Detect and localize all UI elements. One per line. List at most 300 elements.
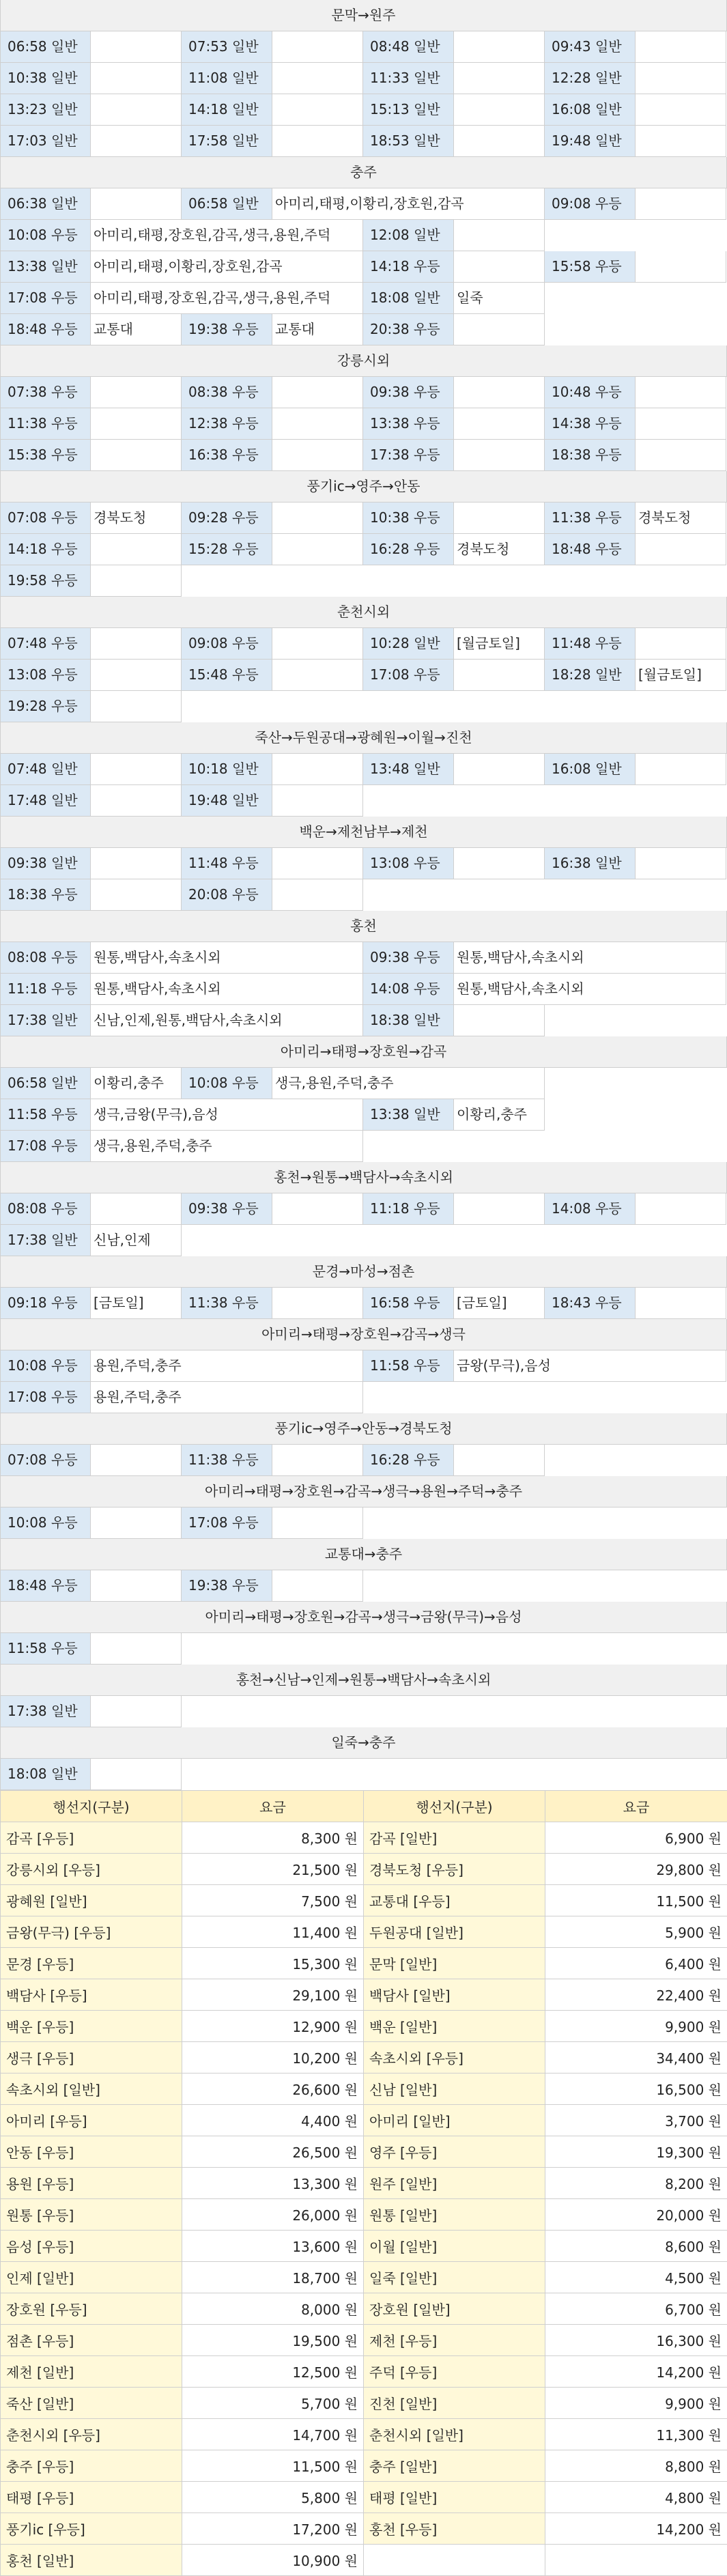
departure-time: 18:48 우등 bbox=[0, 314, 91, 345]
fare-destination: 음성 [우등] bbox=[1, 2231, 182, 2262]
fare-price: 18,700 원 bbox=[182, 2262, 364, 2293]
route-note bbox=[454, 126, 545, 157]
route-title: 문막→원주 bbox=[0, 0, 727, 31]
route-note bbox=[636, 188, 726, 220]
route-note bbox=[91, 408, 182, 440]
route-note bbox=[636, 251, 726, 283]
route-note bbox=[272, 1445, 363, 1476]
route-note: 교통대 bbox=[91, 314, 182, 345]
route-note: 아미리,태평,이황리,장호원,감곡 bbox=[91, 251, 363, 283]
fare-destination: 백운 [일반] bbox=[364, 2011, 545, 2042]
departure-time: 18:08 일반 bbox=[0, 1759, 91, 1790]
departure-time: 16:38 우등 bbox=[182, 440, 272, 471]
fare-price bbox=[545, 2545, 727, 2576]
departure-time: 15:13 일반 bbox=[363, 94, 454, 126]
schedule-row bbox=[0, 220, 727, 251]
departure-time: 08:08 우등 bbox=[0, 942, 91, 974]
fare-destination: 강릉시외 [우등] bbox=[1, 1854, 182, 1885]
route-note bbox=[272, 534, 363, 565]
schedule-row bbox=[0, 1759, 727, 1790]
route-note bbox=[454, 660, 545, 691]
fare-row bbox=[1, 2482, 727, 2513]
departure-time: 17:03 일반 bbox=[0, 126, 91, 157]
route-note bbox=[91, 879, 182, 911]
departure-time: 14:08 우등 bbox=[363, 974, 454, 1005]
fare-destination: 제천 [우등] bbox=[364, 2325, 545, 2356]
fare-destination: 원통 [일반] bbox=[364, 2199, 545, 2231]
route-note bbox=[91, 126, 182, 157]
route-note bbox=[91, 1445, 182, 1476]
schedule-row bbox=[0, 1508, 727, 1539]
schedule-row bbox=[0, 251, 727, 283]
departure-time: 14:18 일반 bbox=[182, 94, 272, 126]
departure-time: 09:08 우등 bbox=[545, 188, 636, 220]
route-note bbox=[91, 31, 182, 63]
departure-time: 17:38 우등 bbox=[363, 440, 454, 471]
fare-price: 3,700 원 bbox=[545, 2105, 727, 2136]
schedule-row bbox=[0, 628, 727, 660]
fare-price: 7,500 원 bbox=[182, 1885, 364, 1916]
route-title: 홍천→신남→인제→원통→백담사→속초시외 bbox=[0, 1665, 727, 1696]
departure-time: 06:58 일반 bbox=[0, 1068, 91, 1099]
fare-price: 14,200 원 bbox=[545, 2356, 727, 2388]
route-title: 춘천시외 bbox=[0, 597, 727, 628]
fare-destination: 백담사 [일반] bbox=[364, 1979, 545, 2011]
schedule-row bbox=[0, 1350, 727, 1382]
departure-time: 18:43 우등 bbox=[545, 1288, 636, 1319]
route-note: 신남,인제,원통,백담사,속초시외 bbox=[91, 1005, 363, 1036]
route-note: 아미리,태평,이황리,장호원,감곡 bbox=[272, 188, 545, 220]
departure-time: 08:48 일반 bbox=[363, 31, 454, 63]
departure-time: 18:48 우등 bbox=[0, 1570, 91, 1602]
route-note bbox=[636, 94, 726, 126]
route-note bbox=[272, 408, 363, 440]
departure-time: 14:08 우등 bbox=[545, 1193, 636, 1225]
departure-time: 20:08 우등 bbox=[182, 879, 272, 911]
fare-destination: 주덕 [우등] bbox=[364, 2356, 545, 2388]
departure-time: 07:08 우등 bbox=[0, 503, 91, 534]
departure-time: 09:38 우등 bbox=[363, 942, 454, 974]
route-note bbox=[272, 628, 363, 660]
fare-price: 22,400 원 bbox=[545, 1979, 727, 2011]
fare-price: 8,300 원 bbox=[182, 1822, 364, 1854]
fare-header: 요금 bbox=[545, 1791, 727, 1822]
route-title: 아미리→태평→장호원→감곡 bbox=[0, 1036, 727, 1068]
route-title: 충주 bbox=[0, 157, 727, 188]
fare-destination: 신남 [일반] bbox=[364, 2073, 545, 2105]
route-note bbox=[636, 408, 726, 440]
schedule-row bbox=[0, 63, 727, 94]
route-note bbox=[272, 126, 363, 157]
departure-time: 17:08 우등 bbox=[182, 1508, 272, 1539]
fare-price: 12,900 원 bbox=[182, 2011, 364, 2042]
fare-destination: 춘천시외 [우등] bbox=[1, 2419, 182, 2450]
fare-row bbox=[1, 2105, 727, 2136]
schedule-row bbox=[0, 1193, 727, 1225]
schedule-row bbox=[0, 408, 727, 440]
departure-time: 10:08 우등 bbox=[182, 1068, 272, 1099]
route-note: 이황리,충주 bbox=[91, 1068, 182, 1099]
departure-time: 18:28 일반 bbox=[545, 660, 636, 691]
departure-time: 18:38 우등 bbox=[0, 879, 91, 911]
route-title: 풍기ic→영주→안동→경북도청 bbox=[0, 1413, 727, 1445]
fare-price: 8,800 원 bbox=[545, 2450, 727, 2482]
fare-destination: 홍천 [우등] bbox=[364, 2513, 545, 2545]
route-note bbox=[272, 1570, 363, 1602]
fare-price: 16,500 원 bbox=[545, 2073, 727, 2105]
fare-price: 12,500 원 bbox=[182, 2356, 364, 2388]
departure-time: 09:08 우등 bbox=[182, 628, 272, 660]
departure-time: 18:38 일반 bbox=[363, 1005, 454, 1036]
route-note bbox=[272, 879, 363, 911]
schedule-row bbox=[0, 1445, 727, 1476]
departure-time: 17:38 일반 bbox=[0, 1005, 91, 1036]
fare-destination: 충주 [일반] bbox=[364, 2450, 545, 2482]
departure-time: 14:18 우등 bbox=[363, 251, 454, 283]
route-note bbox=[91, 660, 182, 691]
departure-time: 07:48 우등 bbox=[0, 628, 91, 660]
departure-time: 16:28 우등 bbox=[363, 534, 454, 565]
departure-time: 11:48 우등 bbox=[545, 628, 636, 660]
route-note bbox=[272, 754, 363, 785]
departure-time: 15:28 우등 bbox=[182, 534, 272, 565]
fare-price: 19,300 원 bbox=[545, 2136, 727, 2168]
fare-destination: 춘천시외 [일반] bbox=[364, 2419, 545, 2450]
schedule-row bbox=[0, 126, 727, 157]
fare-price: 15,300 원 bbox=[182, 1948, 364, 1979]
route-note bbox=[91, 691, 182, 722]
departure-time: 13:48 일반 bbox=[363, 754, 454, 785]
departure-time: 11:33 일반 bbox=[363, 63, 454, 94]
route-note: [월금토일] bbox=[454, 628, 545, 660]
fare-price: 11,300 원 bbox=[545, 2419, 727, 2450]
departure-time: 15:48 우등 bbox=[182, 660, 272, 691]
schedule-row bbox=[0, 534, 727, 565]
fare-price: 21,500 원 bbox=[182, 1854, 364, 1885]
departure-time: 16:58 우등 bbox=[363, 1288, 454, 1319]
fare-header: 행선지(구분) bbox=[1, 1791, 182, 1822]
route-note bbox=[91, 785, 182, 817]
fare-price: 26,500 원 bbox=[182, 2136, 364, 2168]
route-note bbox=[91, 848, 182, 879]
fare-price: 29,100 원 bbox=[182, 1979, 364, 2011]
fare-destination: 문경 [우등] bbox=[1, 1948, 182, 1979]
route-title: 문경→마성→점촌 bbox=[0, 1256, 727, 1288]
route-note bbox=[272, 660, 363, 691]
fare-destination: 죽산 [일반] bbox=[1, 2388, 182, 2419]
departure-time: 11:58 우등 bbox=[363, 1350, 454, 1382]
route-note bbox=[636, 63, 726, 94]
departure-time: 06:58 일반 bbox=[182, 188, 272, 220]
fare-price: 9,900 원 bbox=[545, 2388, 727, 2419]
route-note bbox=[272, 785, 363, 817]
route-note: 생극,용원,주덕,충주 bbox=[91, 1131, 363, 1162]
fare-price: 11,500 원 bbox=[545, 1885, 727, 1916]
fare-destination: 이월 [일반] bbox=[364, 2231, 545, 2262]
schedule-row bbox=[0, 565, 727, 597]
schedule-row bbox=[0, 314, 727, 345]
departure-time: 10:48 우등 bbox=[545, 377, 636, 408]
route-note bbox=[272, 377, 363, 408]
fare-destination: 태평 [일반] bbox=[364, 2482, 545, 2513]
fare-price: 5,800 원 bbox=[182, 2482, 364, 2513]
route-title: 아미리→태평→장호원→감곡→생극→금왕(무극)→음성 bbox=[0, 1602, 727, 1633]
departure-time: 19:48 일반 bbox=[182, 785, 272, 817]
departure-time: 06:38 일반 bbox=[0, 188, 91, 220]
schedule-row bbox=[0, 1633, 727, 1665]
route-note bbox=[636, 534, 726, 565]
departure-time: 07:53 일반 bbox=[182, 31, 272, 63]
route-note: 생극,용원,주덕,충주 bbox=[272, 1068, 545, 1099]
fare-price: 14,200 원 bbox=[545, 2513, 727, 2545]
departure-time: 11:18 우등 bbox=[363, 1193, 454, 1225]
fare-header: 요금 bbox=[182, 1791, 364, 1822]
fare-price: 8,600 원 bbox=[545, 2231, 727, 2262]
fare-destination: 점촌 [우등] bbox=[1, 2325, 182, 2356]
fare-destination: 아미리 [일반] bbox=[364, 2105, 545, 2136]
schedule-row bbox=[0, 1570, 727, 1602]
route-title: 강릉시외 bbox=[0, 345, 727, 377]
departure-time: 16:28 우등 bbox=[363, 1445, 454, 1476]
fare-destination: 충주 [우등] bbox=[1, 2450, 182, 2482]
fare-row bbox=[1, 2356, 727, 2388]
fare-destination: 일죽 [일반] bbox=[364, 2262, 545, 2293]
route-note bbox=[636, 848, 726, 879]
route-note: 용원,주덕,충주 bbox=[91, 1382, 363, 1413]
route-note: 원통,백담사,속초시외 bbox=[454, 974, 726, 1005]
route-note bbox=[636, 1288, 726, 1319]
fare-price: 4,400 원 bbox=[182, 2105, 364, 2136]
departure-time: 10:18 일반 bbox=[182, 754, 272, 785]
departure-time: 19:38 우등 bbox=[182, 314, 272, 345]
departure-time: 15:58 우등 bbox=[545, 251, 636, 283]
departure-time: 10:28 일반 bbox=[363, 628, 454, 660]
departure-time: 11:58 우등 bbox=[0, 1633, 91, 1665]
route-note: 용원,주덕,충주 bbox=[91, 1350, 363, 1382]
fare-price: 10,200 원 bbox=[182, 2042, 364, 2073]
route-note: 경북도청 bbox=[454, 534, 545, 565]
departure-time: 08:08 우등 bbox=[0, 1193, 91, 1225]
route-note bbox=[454, 1445, 545, 1476]
fare-destination: 인제 [일반] bbox=[1, 2262, 182, 2293]
departure-time: 10:08 우등 bbox=[0, 220, 91, 251]
route-note bbox=[636, 1193, 726, 1225]
route-note bbox=[272, 94, 363, 126]
fare-destination: 안동 [우등] bbox=[1, 2136, 182, 2168]
departure-time: 11:38 우등 bbox=[182, 1445, 272, 1476]
departure-time: 16:08 일반 bbox=[545, 754, 636, 785]
fare-table bbox=[0, 1790, 727, 2576]
departure-time: 19:48 일반 bbox=[545, 126, 636, 157]
route-note: 이황리,충주 bbox=[454, 1099, 545, 1131]
departure-time: 07:08 우등 bbox=[0, 1445, 91, 1476]
schedule-row bbox=[0, 1225, 727, 1256]
fare-destination: 교통대 [우등] bbox=[364, 1885, 545, 1916]
fare-destination: 장호원 [일반] bbox=[364, 2293, 545, 2325]
route-note bbox=[91, 754, 182, 785]
fare-destination: 홍천 [일반] bbox=[1, 2545, 182, 2576]
fare-price: 13,600 원 bbox=[182, 2231, 364, 2262]
schedule-row bbox=[0, 31, 727, 63]
departure-time: 14:38 우등 bbox=[545, 408, 636, 440]
route-note bbox=[91, 1759, 182, 1790]
fare-row bbox=[1, 2513, 727, 2545]
schedule-row bbox=[0, 440, 727, 471]
schedule-row bbox=[0, 283, 727, 314]
departure-time: 19:28 우등 bbox=[0, 691, 91, 722]
route-note bbox=[454, 31, 545, 63]
departure-time: 13:38 일반 bbox=[0, 251, 91, 283]
departure-time: 06:58 일반 bbox=[0, 31, 91, 63]
departure-time: 19:58 우등 bbox=[0, 565, 91, 597]
fare-row bbox=[1, 2262, 727, 2293]
route-note bbox=[454, 251, 545, 283]
fare-price: 11,400 원 bbox=[182, 1916, 364, 1948]
route-note: 생극,금왕(무극),음성 bbox=[91, 1099, 363, 1131]
route-title: 아미리→태평→장호원→감곡→생극→용원→주덕→충주 bbox=[0, 1476, 727, 1508]
fare-row bbox=[1, 1948, 727, 1979]
route-note bbox=[636, 377, 726, 408]
departure-time: 13:38 일반 bbox=[363, 1099, 454, 1131]
fare-price: 26,600 원 bbox=[182, 2073, 364, 2105]
fare-destination: 제천 [일반] bbox=[1, 2356, 182, 2388]
fare-destination: 원주 [일반] bbox=[364, 2168, 545, 2199]
fare-destination: 원통 [우등] bbox=[1, 2199, 182, 2231]
departure-time: 11:38 우등 bbox=[545, 503, 636, 534]
route-note bbox=[636, 628, 726, 660]
fare-destination: 감곡 [우등] bbox=[1, 1822, 182, 1854]
departure-time: 11:58 우등 bbox=[0, 1099, 91, 1131]
fare-destination: 두원공대 [일반] bbox=[364, 1916, 545, 1948]
schedule-row bbox=[0, 942, 727, 974]
route-note: [월금토일] bbox=[636, 660, 726, 691]
fare-price: 8,000 원 bbox=[182, 2293, 364, 2325]
schedule-row bbox=[0, 754, 727, 785]
fare-destination: 장호원 [우등] bbox=[1, 2293, 182, 2325]
route-note: 아미리,태평,장호원,감곡,생극,용원,주덕 bbox=[91, 283, 363, 314]
departure-time: 18:08 일반 bbox=[363, 283, 454, 314]
route-note bbox=[454, 440, 545, 471]
route-note: 경북도청 bbox=[91, 503, 182, 534]
fare-price: 10,900 원 bbox=[182, 2545, 364, 2576]
departure-time: 13:38 우등 bbox=[363, 408, 454, 440]
route-note bbox=[636, 440, 726, 471]
departure-time: 14:18 우등 bbox=[0, 534, 91, 565]
departure-time: 12:38 우등 bbox=[182, 408, 272, 440]
departure-time: 17:38 일반 bbox=[0, 1696, 91, 1727]
departure-time: 13:08 우등 bbox=[363, 848, 454, 879]
route-note bbox=[454, 408, 545, 440]
route-note bbox=[636, 754, 726, 785]
schedule-row bbox=[0, 974, 727, 1005]
route-note: 원통,백담사,속초시외 bbox=[91, 974, 363, 1005]
fare-destination: 진천 [일반] bbox=[364, 2388, 545, 2419]
departure-time: 17:08 우등 bbox=[0, 1131, 91, 1162]
fare-destination: 백운 [우등] bbox=[1, 2011, 182, 2042]
departure-time: 15:38 우등 bbox=[0, 440, 91, 471]
departure-time: 10:08 우등 bbox=[0, 1350, 91, 1382]
fare-price: 8,200 원 bbox=[545, 2168, 727, 2199]
route-note bbox=[454, 63, 545, 94]
fare-price: 17,200 원 bbox=[182, 2513, 364, 2545]
fare-row bbox=[1, 1979, 727, 2011]
fare-price: 9,900 원 bbox=[545, 2011, 727, 2042]
fare-destination: 영주 [우등] bbox=[364, 2136, 545, 2168]
schedule-row bbox=[0, 1099, 727, 1131]
fare-price: 6,700 원 bbox=[545, 2293, 727, 2325]
route-note bbox=[454, 1005, 545, 1036]
fare-price: 14,700 원 bbox=[182, 2419, 364, 2450]
fare-destination: 감곡 [일반] bbox=[364, 1822, 545, 1854]
route-note bbox=[272, 1508, 363, 1539]
departure-time: 17:08 우등 bbox=[0, 283, 91, 314]
schedule-row bbox=[0, 377, 727, 408]
route-note bbox=[91, 1193, 182, 1225]
fare-row bbox=[1, 1885, 727, 1916]
route-note bbox=[636, 126, 726, 157]
fare-header: 행선지(구분) bbox=[364, 1791, 545, 1822]
route-note bbox=[91, 63, 182, 94]
fare-destination: 경북도청 [우등] bbox=[364, 1854, 545, 1885]
fare-row bbox=[1, 2168, 727, 2199]
fare-destination: 속초시외 [일반] bbox=[1, 2073, 182, 2105]
route-note bbox=[91, 188, 182, 220]
route-note: 교통대 bbox=[272, 314, 363, 345]
route-note bbox=[454, 314, 545, 345]
fare-price: 11,500 원 bbox=[182, 2450, 364, 2482]
route-note bbox=[91, 628, 182, 660]
fare-destination: 속초시외 [우등] bbox=[364, 2042, 545, 2073]
departure-time: 17:38 일반 bbox=[0, 1225, 91, 1256]
fare-price: 5,700 원 bbox=[182, 2388, 364, 2419]
fare-destination: 금왕(무극) [우등] bbox=[1, 1916, 182, 1948]
fare-price: 6,400 원 bbox=[545, 1948, 727, 1979]
fare-price: 4,500 원 bbox=[545, 2262, 727, 2293]
fare-price: 20,000 원 bbox=[545, 2199, 727, 2231]
route-note: [금토일] bbox=[454, 1288, 545, 1319]
schedule-row bbox=[0, 1068, 727, 1099]
fare-row bbox=[1, 2199, 727, 2231]
departure-time: 09:28 우등 bbox=[182, 503, 272, 534]
departure-time: 09:38 일반 bbox=[0, 848, 91, 879]
fare-row bbox=[1, 1916, 727, 1948]
departure-time: 11:38 우등 bbox=[0, 408, 91, 440]
route-note bbox=[272, 63, 363, 94]
departure-time: 12:28 일반 bbox=[545, 63, 636, 94]
route-title: 죽산→두원공대→광혜원→이월→진천 bbox=[0, 722, 727, 754]
departure-time: 10:38 우등 bbox=[363, 503, 454, 534]
fare-price: 26,000 원 bbox=[182, 2199, 364, 2231]
schedule-row bbox=[0, 1005, 727, 1036]
route-note bbox=[272, 503, 363, 534]
departure-time: 10:08 우등 bbox=[0, 1508, 91, 1539]
departure-time: 19:38 우등 bbox=[182, 1570, 272, 1602]
schedule-row bbox=[0, 94, 727, 126]
fare-row bbox=[1, 2073, 727, 2105]
route-title: 일죽→충주 bbox=[0, 1727, 727, 1759]
departure-time: 09:38 우등 bbox=[363, 377, 454, 408]
fare-price: 5,900 원 bbox=[545, 1916, 727, 1948]
fare-body bbox=[1, 1822, 727, 2576]
schedule-row bbox=[0, 1288, 727, 1319]
schedule-row bbox=[0, 848, 727, 879]
fare-row bbox=[1, 1822, 727, 1854]
departure-time: 07:38 우등 bbox=[0, 377, 91, 408]
route-note bbox=[91, 565, 182, 597]
departure-time: 13:23 일반 bbox=[0, 94, 91, 126]
fare-row bbox=[1, 2231, 727, 2262]
fare-row bbox=[1, 2450, 727, 2482]
